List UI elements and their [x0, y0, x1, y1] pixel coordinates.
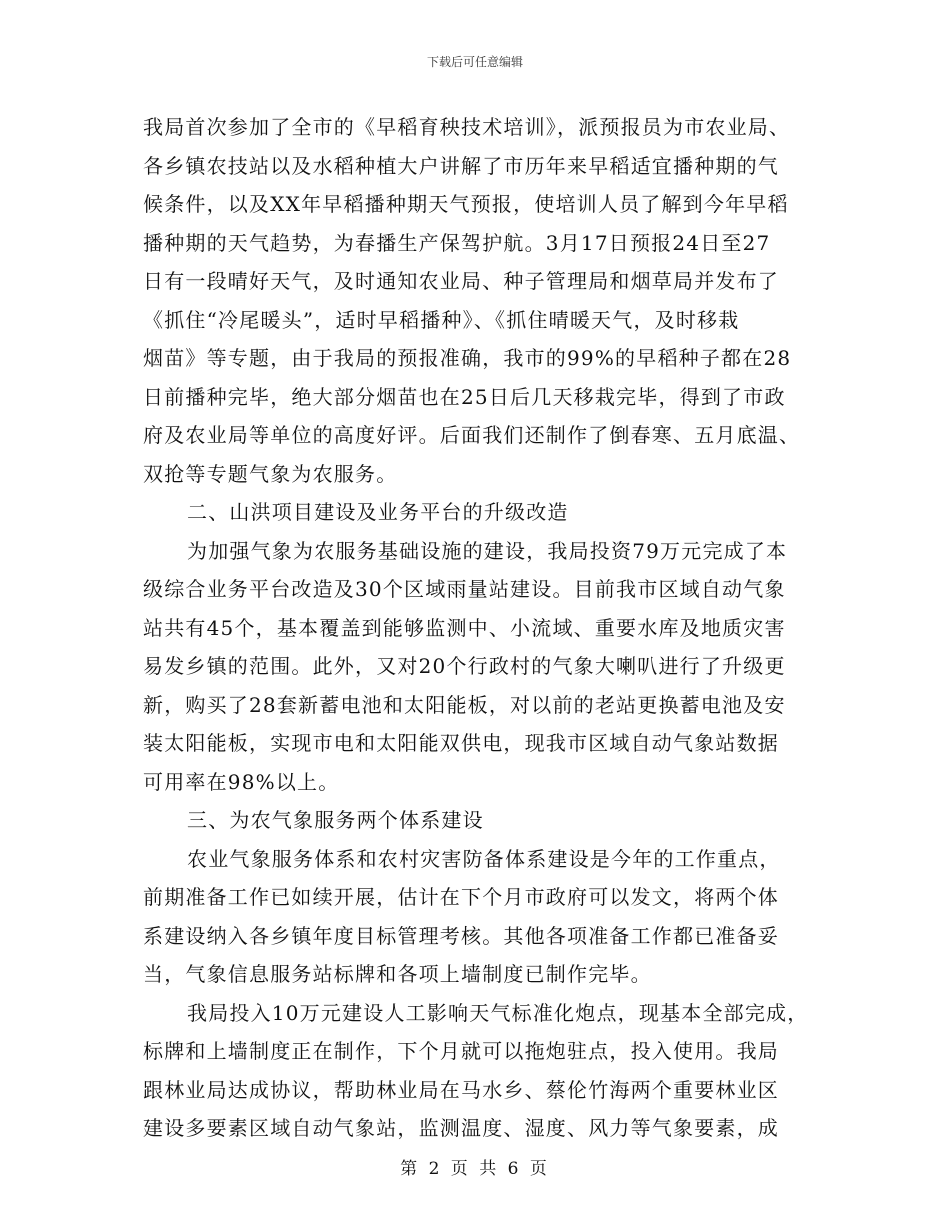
- body-line: 跟林业局达成协议，帮助林业局在马水乡、蔡伦竹海两个重要林业区: [143, 1077, 779, 1102]
- body-line: 播种期的天气趋势，为春播生产保驾护航。3月17日预报24日至27: [143, 230, 771, 255]
- body-line: 级综合业务平台改造及30个区域雨量站建设。目前我市区域自动气象: [143, 577, 786, 601]
- body-line: 建设多要素区域自动气象站，监测温度、湿度、风力等气象要素，成: [143, 1116, 779, 1140]
- section-heading: 三、为农气象服务两个体系建设: [187, 808, 484, 832]
- page-footer: 第 2 页 共 6 页: [400, 1159, 550, 1179]
- body-line: 《抓住“冷尾暖头”，适时早稻播种》、《抓住晴暖天气，及时移栽: [143, 307, 740, 332]
- body-line: 系建设纳入各乡镇年度目标管理考核。其他各项准备工作都已准备妥: [143, 923, 779, 948]
- body-line: 我局投入10万元建设人工影响天气标准化炮点，现基本全部完成，: [187, 1000, 809, 1025]
- body-line: 装太阳能板，实现市电和太阳能双供电，现我市区域自动气象站数据: [143, 731, 779, 755]
- body-line: 府及农业局等单位的高度好评。后面我们还制作了倒春寒、五月底温、: [143, 423, 801, 447]
- body-line: 当，气象信息服务站标牌和各项上墙制度已制作完毕。: [143, 962, 652, 986]
- body-line: 农业气象服务体系和农村灾害防备体系建设是今年的工作重点，: [187, 846, 781, 871]
- body-line: 双抢等专题气象为农服务。: [143, 461, 398, 486]
- document-body: [143, 108, 823, 1148]
- body-line: 易发乡镇的范围。此外，又对20个行政村的气象大喇叭进行了升级更: [143, 654, 786, 678]
- body-line: 站共有45个，基本覆盖到能够监测中、小流域、重要水库及地质灾害: [143, 615, 786, 640]
- body-line: 前期准备工作已如续开展，估计在下个月市政府可以发文，将两个体: [143, 885, 779, 909]
- body-line: 新，购买了28套新蓄电池和太阳能板，对以前的老站更换蓄电池及安: [143, 692, 786, 717]
- page-header: 下载后可任意编辑: [426, 55, 523, 69]
- body-line: 日前播种完毕，绝大部分烟苗也在25日后几天移栽完毕，得到了市政: [143, 384, 786, 409]
- body-line: 我局首次参加了全市的《早稻育秧技术培训》，派预报员为市农业局、: [143, 115, 791, 139]
- body-line: 日有一段晴好天气，及时通知农业局、种子管理局和烟草局并发布了: [143, 269, 779, 293]
- body-line: 候条件，以及XX年早稻播种期天气预报，使培训人员了解到今年早稻: [143, 192, 789, 216]
- body-line: 各乡镇农技站以及水稻种植大户讲解了市历年来早稻适宜播种期的气: [143, 153, 779, 178]
- body-line: 烟苗》等专题，由于我局的预报准确，我市的99%的早稻种子都在28: [143, 346, 792, 370]
- body-line: 可用率在98%以上。: [143, 769, 340, 794]
- body-line: 标牌和上墙制度正在制作，下个月就可以拖炮驻点，投入使用。我局: [143, 1039, 779, 1063]
- section-heading: 二、山洪项目建设及业务平台的升级改造: [187, 500, 569, 524]
- body-line: 为加强气象为农服务基础设施的建设，我局投资79万元完成了本: [187, 538, 788, 563]
